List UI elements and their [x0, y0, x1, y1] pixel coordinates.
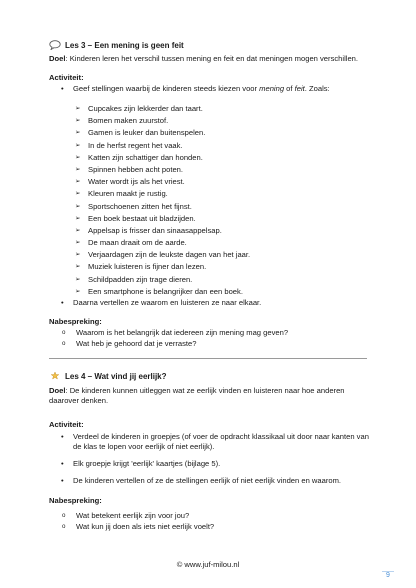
list-item: ➢ In de herfst regent het vaak. — [75, 140, 250, 152]
list-item: ➢ Water wordt ijs als het vriest. — [75, 176, 250, 188]
bullet-dot-icon: • — [61, 459, 64, 468]
lesson3-nabespreking-label: Nabespreking: — [49, 317, 102, 326]
intro-mening: mening — [259, 84, 285, 93]
bullet-dot-icon: • — [61, 432, 64, 441]
list-item: ➢ Muziek luisteren is fijner dan lezen. — [75, 261, 250, 273]
after-text: Daarna vertellen ze waarom en luisteren ze naar elkaar. — [73, 298, 262, 307]
doel-label: Doel — [49, 386, 66, 395]
arrow-bullet-icon: ➢ — [75, 239, 81, 247]
arrow-bullet-icon: ➢ — [75, 141, 81, 149]
lesson3-heading — [49, 40, 184, 50]
intro-of: of — [284, 84, 295, 93]
arrow-bullet-icon: ➢ — [75, 202, 81, 210]
lesson4-doel — [49, 386, 371, 406]
arrow-bullet-icon: ➢ — [75, 105, 81, 112]
arrow-bullet-icon: ➢ — [75, 226, 81, 234]
list-item: ➢ Bomen maken zuurstof. — [75, 115, 250, 127]
arrow-bullet-icon: ➢ — [75, 275, 81, 283]
arrow-bullet-icon: ➢ — [75, 117, 81, 125]
circle-bullet-icon: o — [62, 340, 66, 348]
lesson4-title: Les 4 – Wat vind jij eerlijk? — [65, 371, 167, 381]
lesson4-questions — [62, 510, 214, 532]
list-item: o Wat heb je gehoord dat je verraste? — [62, 339, 197, 349]
circle-bullet-icon: o — [62, 329, 66, 336]
list-item: ➢ Kleuren maakt je rustig. — [75, 188, 250, 200]
lesson4-nabespreking-label: Nabespreking: — [49, 496, 102, 505]
doel-text: : Kinderen leren het verschil tussen mening en feit en dat meningen mogen verschillen. — [65, 54, 358, 63]
lesson3-intro-bullet — [61, 84, 371, 94]
lesson3-activiteit-label: Activiteit: — [49, 73, 84, 82]
list-item: ➢ Appelsap is frisser dan sinaasappelsap. — [75, 225, 250, 237]
list-item: ➢ Gamen is leuker dan buitenspelen. — [75, 127, 250, 139]
bullet-dot-icon: • — [61, 476, 64, 485]
intro-text: Geef stellingen waarbij de kinderen steeds kiezen voor — [73, 84, 260, 93]
arrow-bullet-icon: ➢ — [75, 214, 81, 222]
lesson3-questions — [62, 327, 288, 349]
lesson3-after-bullet — [61, 298, 371, 308]
arrow-bullet-icon: ➢ — [75, 129, 81, 137]
list-item: o Wat betekent eerlijk zijn voor jou? — [62, 511, 190, 520]
section-divider — [49, 358, 367, 359]
doel-label: Doel — [49, 54, 66, 63]
list-item: ➢ Katten zijn schattiger dan honden. — [75, 152, 250, 164]
list-item: ➢ Spinnen hebben acht poten. — [75, 164, 250, 176]
doel-text: : De kinderen kunnen uitleggen wat ze eerlijk vinden en luisteren naar hoe anderen daarover denken. — [49, 386, 345, 405]
statement-list — [75, 103, 250, 298]
lesson4-activity-bullet: • Elk groepje krijgt 'eerlijk' kaartjes (bijlage 5). — [61, 459, 221, 468]
list-item: ➢ Verjaardagen zijn de leukste dagen van het jaar. — [75, 249, 250, 261]
lesson3-doel — [49, 54, 371, 64]
list-item: ➢ Een boek bestaat uit bladzijden. — [75, 213, 250, 225]
footer-website: © www.juf-milou.nl — [176, 560, 240, 569]
circle-bullet-icon: o — [62, 523, 66, 531]
arrow-bullet-icon: ➢ — [75, 251, 81, 259]
list-item: ➢ Schildpadden zijn trage dieren. — [75, 274, 250, 286]
arrow-bullet-icon: ➢ — [75, 263, 81, 271]
bullet-dot-icon: • — [61, 298, 64, 307]
circle-bullet-icon: o — [62, 512, 66, 519]
list-item: ➢ Cupcakes zijn lekkerder dan taart. — [75, 103, 250, 115]
star-badge-icon — [49, 371, 61, 381]
intro-end: . Zoals: — [304, 84, 330, 93]
list-item: ➢ Een smartphone is belangrijker dan een boek. — [75, 286, 250, 298]
bullet-dot-icon: • — [61, 84, 64, 93]
lesson4-heading — [49, 371, 167, 381]
speech-bubble-icon — [49, 40, 61, 50]
list-item: o Wat kun jij doen als iets niet eerlijk voelt? — [62, 522, 215, 532]
arrow-bullet-icon: ➢ — [75, 178, 81, 186]
lesson4-activiteit-label: Activiteit: — [49, 420, 84, 429]
arrow-bullet-icon: ➢ — [75, 153, 81, 161]
list-item: o Waarom is het belangrijk dat iedereen zijn mening mag geven? — [62, 328, 289, 337]
intro-feit: feit — [294, 84, 305, 93]
arrow-bullet-icon: ➢ — [75, 287, 81, 295]
arrow-bullet-icon: ➢ — [75, 190, 81, 198]
list-item: ➢ De maan draait om de aarde. — [75, 237, 250, 249]
lesson4-activity-bullet: • Verdeel de kinderen in groepjes (of voer de opdracht klassikaal uit door naar kanten van de klas te lopen voor eerlijk of niet eerlijk). — [61, 432, 369, 451]
lesson4-activity-bullet: • De kinderen vertellen of ze de stellingen eerlijk of niet eerlijk vinden en waarom. — [61, 476, 342, 485]
arrow-bullet-icon: ➢ — [75, 165, 81, 173]
lesson3-title: Les 3 – Een mening is geen feit — [65, 40, 184, 50]
page-number: 9 — [382, 571, 394, 582]
list-item: ➢ Sportschoenen zitten het fijnst. — [75, 201, 250, 213]
